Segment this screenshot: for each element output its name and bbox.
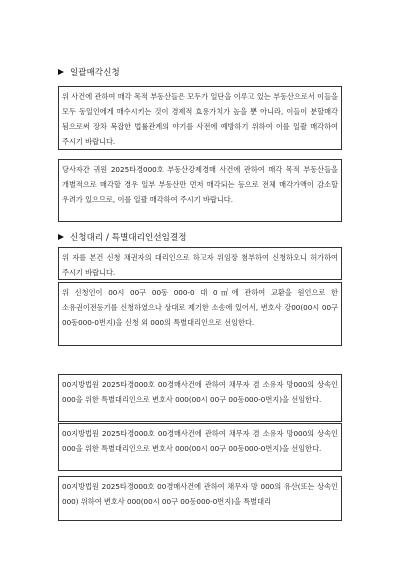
text-box-2 (58, 159, 342, 222)
text-box-4-content: 위 신청인이 00시 00구 00동 000-0 대 0㎡에 관하여 교환을 원인으로 한 소유권이전등기를 신청하였으나 상대로 제기한 소송에 있어서, 변호사 강00(00시 00구 00동000-0번지)을 신청 외 000의 특별대리인으로 선임한다. (62, 288, 338, 327)
text-box-7 (58, 476, 342, 521)
text-box-3-content: 위 자를 본건 신청 채권자의 대리인으로 하고자 위임장 첨부하여 신청하오니 허가하여 주시기 바랍니다. (62, 253, 338, 277)
text-box-6-content: 00지방법원 2025타경000호 00경매사건에 관하여 채무자 겸 소유자 망000의 상속인 000을 위한 특별대리인으로 변호사 000(00시 00구 00동000-0번지)을 선임한다. (62, 429, 338, 453)
heading-bulk-sale-label: 일괄매각신청 (70, 68, 120, 78)
text-box-1 (58, 86, 342, 150)
text-box-3 (58, 247, 342, 280)
text-box-6 (58, 423, 342, 471)
text-box-5-content: 00지방법원 2025타경000호 00경매사건에 관하여 채무자 겸 소유자 망000의 상속인 000을 위한 특별대리인으로 변호사 000(00시 00구 00동000-0번지)을 선임한다. (62, 380, 338, 404)
text-box-5 (58, 374, 342, 422)
heading-agent-appointment-label: 신청대리 / 특별대리인선임결정 (70, 233, 187, 243)
heading-agent-appointment (58, 231, 187, 243)
text-box-1-content: 위 사건에 관하여 매각 목적 부동산들은 모두가 일단을 이루고 있는 부동산으로서 이들을 모두 동일인에게 매수시키는 것이 경제적 효용가치가 높을 뿐 아니라, 이들이 분할매각 됨으로써 장차 복잡한 법률관계의 야기를 사전에 예방하기 위하여 이를 일괄 매각하여 주시기 바랍니다. (62, 92, 338, 146)
heading-bulk-sale (58, 66, 120, 78)
triangle-bullet-icon (58, 69, 64, 75)
triangle-bullet-icon (58, 234, 64, 240)
text-box-2-content: 당사자간 귀원 2025타경000호 부동산강제경매 사건에 관하여 매각 목적 부동산들을 개별적으로 매각할 경우 일부 부동산만 먼저 매각되는 등으로 전체 매각가액이 감소할 우려가 있으므로, 이를 일괄 매각하여 주시기 바랍니다. (62, 165, 338, 204)
text-box-7-content: 00지방법원 2025타경000호 00경매사건에 관하여 채무자 망 000의 유산(또는 상속인 000) 위하여 변호사 000(00시 00구 00동000-0번지)을 특별대리 (62, 482, 338, 506)
text-box-4 (58, 282, 342, 346)
